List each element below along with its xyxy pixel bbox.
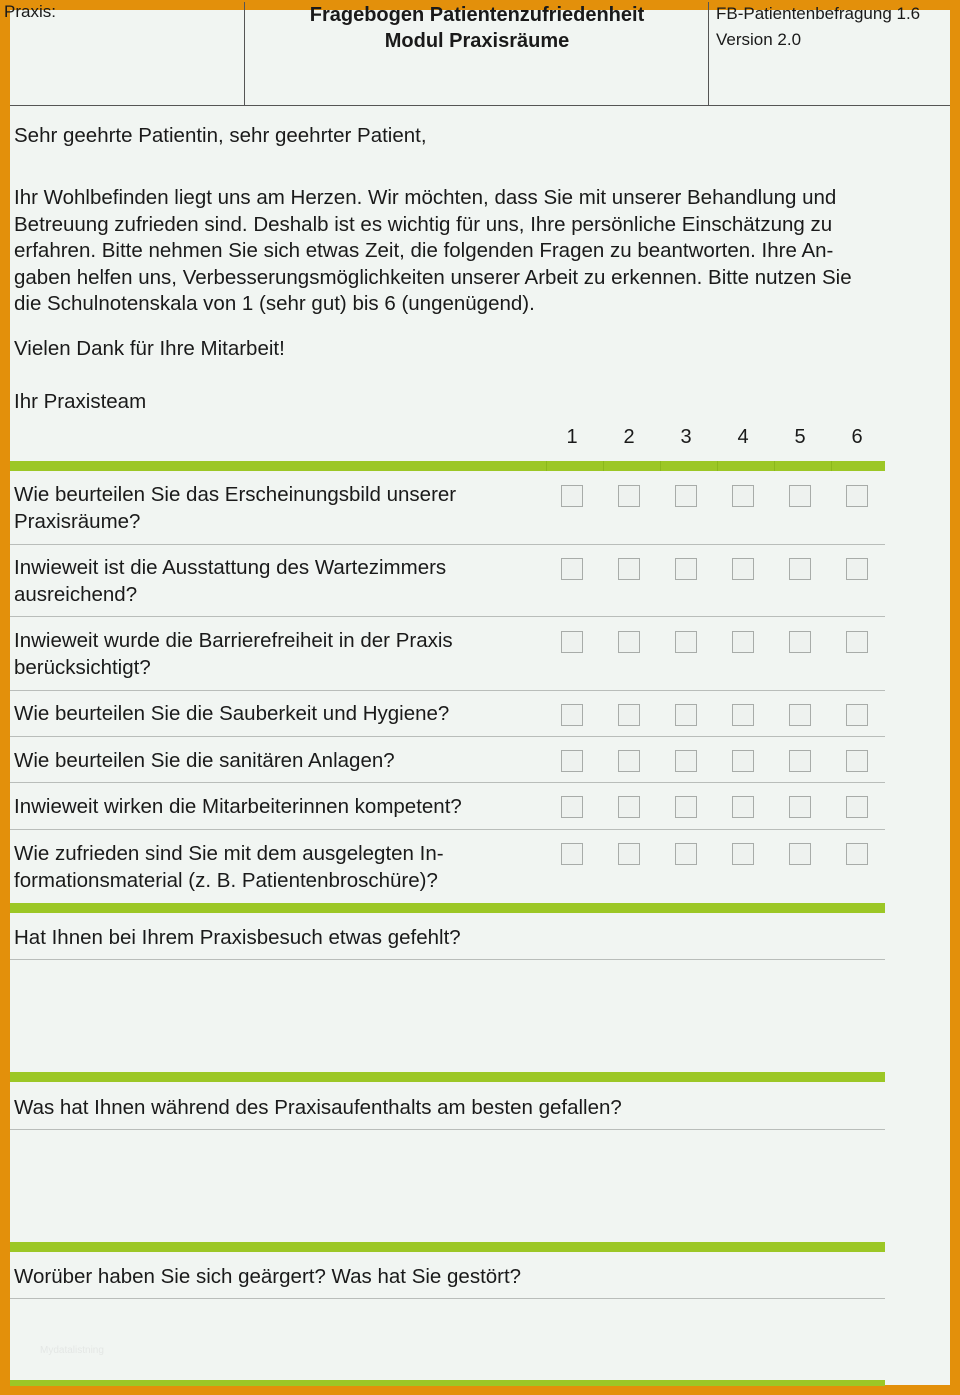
- open-question-annoyed: Worüber haben Sie sich geärgert? Was hat Sie gestört?: [14, 1265, 522, 1288]
- question-text: [14, 701, 534, 728]
- rating-checkbox[interactable]: [846, 485, 868, 507]
- scale-number: 6: [851, 426, 863, 448]
- rating-checkbox[interactable]: [789, 631, 811, 653]
- rating-checkbox[interactable]: [561, 750, 583, 772]
- open-question-missing: Hat Ihnen bei Ihrem Praxisbesuch etwas gefehlt?: [14, 926, 461, 949]
- scale-number: 3: [680, 426, 692, 448]
- row-separator: [10, 690, 885, 691]
- question-text: [14, 794, 534, 821]
- rating-checkbox[interactable]: [561, 843, 583, 865]
- green-divider: [10, 903, 885, 913]
- rating-checkbox[interactable]: [732, 558, 754, 580]
- intro-line: gaben helfen uns, Verbesserungsmöglichkeiten unserer Arbeit zu erkennen. Bitte nutzen Sie: [14, 265, 852, 289]
- green-divider: [10, 1072, 885, 1082]
- document-header: [4, 2, 950, 106]
- rating-checkbox[interactable]: [561, 631, 583, 653]
- rating-checkbox[interactable]: [675, 843, 697, 865]
- scale-number: 4: [737, 426, 749, 448]
- practice-label: Praxis:: [4, 2, 56, 21]
- green-divider: [10, 1242, 885, 1252]
- rating-checkbox[interactable]: [732, 704, 754, 726]
- question-line: berücksichtigt?: [14, 655, 151, 679]
- rating-checkbox[interactable]: [732, 750, 754, 772]
- question-text: [14, 748, 534, 775]
- rating-checkbox[interactable]: [675, 704, 697, 726]
- row-separator: [10, 736, 885, 737]
- rating-checkbox[interactable]: [789, 750, 811, 772]
- rating-checkbox[interactable]: [618, 750, 640, 772]
- question-text: [14, 628, 534, 681]
- rating-checkbox[interactable]: [618, 704, 640, 726]
- rating-checkbox[interactable]: [846, 843, 868, 865]
- document-code: FB-Patientenbefragung 1.6: [716, 4, 921, 23]
- question-line: Wie beurteilen Sie die Sauberkeit und Hygiene?: [14, 702, 450, 725]
- rating-checkbox[interactable]: [732, 485, 754, 507]
- rating-checkbox[interactable]: [618, 843, 640, 865]
- rating-checkbox[interactable]: [789, 843, 811, 865]
- green-divider: [10, 461, 885, 471]
- row-separator: [10, 544, 885, 545]
- document-subtitle: Modul Praxisräume: [384, 30, 570, 52]
- intro-line: erfahren. Bitte nehmen Sie sich etwas Zeit, die folgenden Fragen zu beantworten. Ihre An-: [14, 239, 834, 262]
- version-cell: [710, 2, 950, 105]
- answer-area[interactable]: [10, 1130, 885, 1242]
- title-cell: [246, 2, 709, 105]
- intro-paragraph: [14, 185, 954, 318]
- rating-checkbox[interactable]: [618, 796, 640, 818]
- intro-line: Betreuung zufrieden sind. Deshalb ist es wichtig für uns, Ihre persönliche Einschätzung zu: [14, 212, 833, 236]
- document-version: Version 2.0: [716, 30, 802, 49]
- rating-checkbox[interactable]: [846, 796, 868, 818]
- rating-checkbox[interactable]: [846, 704, 868, 726]
- questionnaire-page: [4, 2, 950, 1385]
- question-line: Praxisräume?: [14, 509, 141, 533]
- rating-checkbox[interactable]: [618, 558, 640, 580]
- rating-checkbox[interactable]: [789, 485, 811, 507]
- rating-checkbox[interactable]: [789, 796, 811, 818]
- scale-number: 5: [794, 426, 806, 448]
- question-line: Wie zufrieden sind Sie mit dem ausgelegten In-: [14, 842, 444, 865]
- question-text: [14, 555, 534, 608]
- rating-checkbox[interactable]: [732, 843, 754, 865]
- practice-cell: [4, 2, 245, 105]
- rating-checkbox[interactable]: [732, 796, 754, 818]
- intro-line: die Schulnotenskala von 1 (sehr gut) bis 6 (ungenügend).: [14, 292, 535, 315]
- document-title: Fragebogen Patientenzufriedenheit: [309, 4, 645, 26]
- rating-checkbox[interactable]: [846, 750, 868, 772]
- scale-number: 2: [623, 426, 635, 448]
- rating-checkbox[interactable]: [561, 485, 583, 507]
- rating-checkbox[interactable]: [732, 631, 754, 653]
- question-line: Inwieweit ist die Ausstattung des Wartezimmers: [14, 556, 447, 579]
- rating-checkbox[interactable]: [561, 704, 583, 726]
- question-line: Inwieweit wirken die Mitarbeiterinnen kompetent?: [14, 795, 462, 818]
- rating-checkbox[interactable]: [618, 485, 640, 507]
- question-line: Wie beurteilen Sie das Erscheinungsbild unserer: [14, 483, 457, 506]
- open-question-best: Was hat Ihnen während des Praxisaufenthalts am besten gefallen?: [14, 1096, 622, 1119]
- question-text: [14, 841, 534, 894]
- rating-checkbox[interactable]: [675, 558, 697, 580]
- answer-area[interactable]: [10, 1299, 885, 1379]
- intro-line: Ihr Wohlbefinden liegt uns am Herzen. Wir möchten, dass Sie mit unserer Behandlung und: [14, 186, 837, 209]
- rating-checkbox[interactable]: [618, 631, 640, 653]
- row-separator: [10, 616, 885, 617]
- rating-checkbox[interactable]: [846, 631, 868, 653]
- question-line: Wie beurteilen Sie die sanitären Anlagen?: [14, 749, 395, 772]
- rating-checkbox[interactable]: [675, 485, 697, 507]
- rating-checkbox[interactable]: [561, 558, 583, 580]
- question-text: [14, 482, 534, 535]
- salutation: Sehr geehrte Patientin, sehr geehrter Patient,: [14, 124, 427, 147]
- rating-checkbox[interactable]: [561, 796, 583, 818]
- question-line: formationsmaterial (z. B. Patientenbroschüre)?: [14, 868, 438, 892]
- question-line: Inwieweit wurde die Barrierefreiheit in der Praxis: [14, 629, 453, 652]
- scale-number: 1: [566, 426, 578, 448]
- green-divider: [10, 1380, 885, 1386]
- rating-checkbox[interactable]: [675, 750, 697, 772]
- watermark: Mydatalistning: [40, 1345, 104, 1356]
- rating-checkbox[interactable]: [789, 558, 811, 580]
- rating-checkbox[interactable]: [846, 558, 868, 580]
- rating-checkbox[interactable]: [789, 704, 811, 726]
- rating-checkbox[interactable]: [675, 631, 697, 653]
- row-separator: [10, 782, 885, 783]
- question-line: ausreichend?: [14, 582, 138, 606]
- signature-text: Ihr Praxisteam: [14, 390, 147, 413]
- answer-area[interactable]: [10, 960, 885, 1072]
- rating-checkbox[interactable]: [675, 796, 697, 818]
- row-separator: [10, 829, 885, 830]
- thanks-text: Vielen Dank für Ihre Mitarbeit!: [14, 337, 285, 360]
